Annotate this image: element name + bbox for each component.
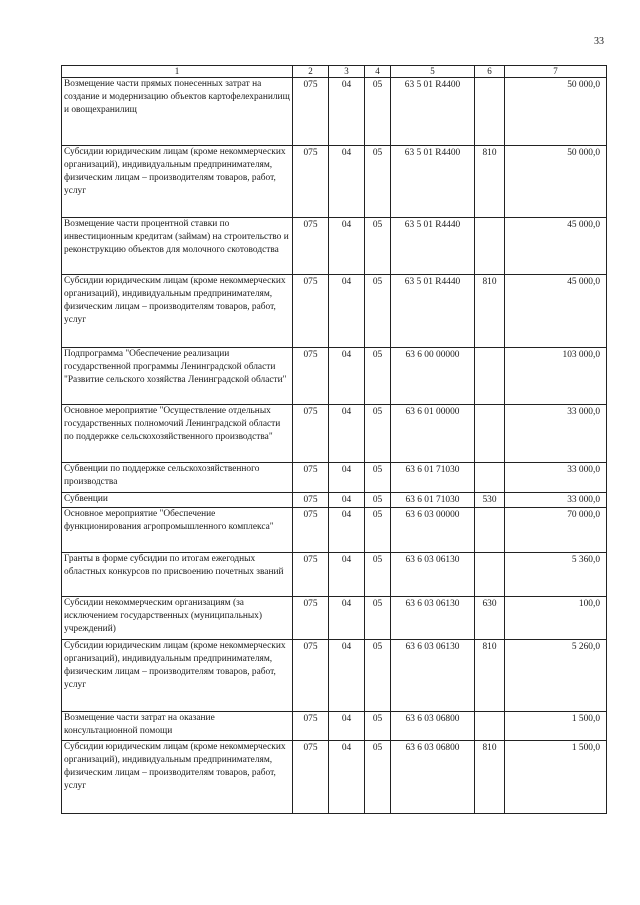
table-row [62, 712, 607, 741]
cell-subsection: 05 [365, 741, 391, 814]
cell-admin-code: 075 [293, 405, 329, 463]
cell-amount: 45 000,0 [505, 218, 607, 275]
cell-section: 04 [329, 640, 365, 712]
page-number: 33 [594, 36, 604, 47]
cell-expense-type [475, 78, 505, 146]
item-name: Субвенции [62, 493, 293, 508]
cell-admin-code: 075 [293, 78, 329, 146]
cell-admin-code: 075 [293, 218, 329, 275]
cell-admin-code: 075 [293, 741, 329, 814]
cell-admin-code: 075 [293, 348, 329, 405]
item-name: Субсидии юридическим лицам (кроме некоммерческих организаций), индивидуальным предпринимателям, физическим лицам – производителям товаров, работ, услуг [62, 640, 293, 712]
item-name: Субсидии юридическим лицам (кроме некоммерческих организаций), индивидуальным предпринимателям, физическим лицам – производителям товаров, работ, услуг [62, 741, 293, 814]
cell-target-code: 63 6 03 06130 [391, 640, 475, 712]
cell-target-code: 63 5 01 R4400 [391, 78, 475, 146]
cell-subsection: 05 [365, 405, 391, 463]
cell-expense-type [475, 405, 505, 463]
column-header: 3 [329, 66, 365, 78]
item-name: Субсидии юридическим лицам (кроме некоммерческих организаций), индивидуальным предпринимателям, физическим лицам – производителям товаров, работ, услуг [62, 275, 293, 348]
table-row [62, 218, 607, 275]
cell-target-code: 63 6 03 06800 [391, 741, 475, 814]
cell-admin-code: 075 [293, 508, 329, 553]
cell-amount: 5 260,0 [505, 640, 607, 712]
cell-admin-code: 075 [293, 463, 329, 493]
table-row [62, 741, 607, 814]
cell-subsection: 05 [365, 348, 391, 405]
cell-target-code: 63 5 01 R4440 [391, 218, 475, 275]
table-row [62, 146, 607, 218]
item-name: Основное мероприятие "Обеспечение функционирования агропромышленного комплекса" [62, 508, 293, 553]
cell-amount: 50 000,0 [505, 78, 607, 146]
cell-target-code: 63 5 01 R4400 [391, 146, 475, 218]
cell-expense-type [475, 348, 505, 405]
table-row [62, 348, 607, 405]
cell-amount: 70 000,0 [505, 508, 607, 553]
column-header: 6 [475, 66, 505, 78]
item-name: Возмещение части процентной ставки по инвестиционным кредитам (займам) на строительство и реконструкцию объектов для молочного скотоводства [62, 218, 293, 275]
table-row [62, 405, 607, 463]
cell-amount: 5 360,0 [505, 553, 607, 597]
cell-subsection: 05 [365, 712, 391, 741]
cell-section: 04 [329, 712, 365, 741]
item-name: Субвенции по поддержке сельскохозяйственного производства [62, 463, 293, 493]
cell-subsection: 05 [365, 597, 391, 640]
table-row [62, 78, 607, 146]
cell-admin-code: 075 [293, 712, 329, 741]
cell-section: 04 [329, 741, 365, 814]
cell-amount: 100,0 [505, 597, 607, 640]
cell-amount: 45 000,0 [505, 275, 607, 348]
cell-section: 04 [329, 78, 365, 146]
item-name: Возмещение части затрат на оказание консультационной помощи [62, 712, 293, 741]
cell-admin-code: 075 [293, 146, 329, 218]
cell-subsection: 05 [365, 640, 391, 712]
cell-target-code: 63 6 01 71030 [391, 493, 475, 508]
column-header: 7 [505, 66, 607, 78]
cell-target-code: 63 5 01 R4440 [391, 275, 475, 348]
cell-subsection: 05 [365, 275, 391, 348]
cell-section: 04 [329, 553, 365, 597]
cell-expense-type: 810 [475, 640, 505, 712]
cell-section: 04 [329, 275, 365, 348]
table-row [62, 553, 607, 597]
item-name: Гранты в форме субсидии по итогам ежегодных областных конкурсов по присвоению почетных званий [62, 553, 293, 597]
cell-amount: 1 500,0 [505, 712, 607, 741]
table-row [62, 275, 607, 348]
cell-section: 04 [329, 218, 365, 275]
table-row [62, 493, 607, 508]
cell-admin-code: 075 [293, 275, 329, 348]
cell-section: 04 [329, 146, 365, 218]
cell-section: 04 [329, 348, 365, 405]
cell-admin-code: 075 [293, 553, 329, 597]
cell-subsection: 05 [365, 553, 391, 597]
cell-expense-type: 810 [475, 741, 505, 814]
table-row [62, 463, 607, 493]
cell-target-code: 63 6 01 00000 [391, 405, 475, 463]
item-name: Подпрограмма "Обеспечение реализации государственной программы Ленинградской области "Развитие сельского хозяйства Ленинградской области" [62, 348, 293, 405]
cell-expense-type [475, 712, 505, 741]
cell-admin-code: 075 [293, 493, 329, 508]
cell-subsection: 05 [365, 218, 391, 275]
cell-section: 04 [329, 508, 365, 553]
cell-subsection: 05 [365, 508, 391, 553]
cell-target-code: 63 6 01 71030 [391, 463, 475, 493]
cell-subsection: 05 [365, 78, 391, 146]
column-header: 1 [62, 66, 293, 78]
cell-expense-type [475, 218, 505, 275]
item-name: Основное мероприятие "Осуществление отдельных государственных полномочий Ленинградской области по поддержке сельскохозяйственного производства" [62, 405, 293, 463]
cell-admin-code: 075 [293, 640, 329, 712]
cell-amount: 50 000,0 [505, 146, 607, 218]
cell-amount: 33 000,0 [505, 405, 607, 463]
cell-target-code: 63 6 00 00000 [391, 348, 475, 405]
cell-expense-type [475, 553, 505, 597]
cell-expense-type: 810 [475, 146, 505, 218]
column-header: 5 [391, 66, 475, 78]
cell-expense-type [475, 463, 505, 493]
cell-expense-type [475, 508, 505, 553]
cell-amount: 1 500,0 [505, 741, 607, 814]
cell-section: 04 [329, 597, 365, 640]
cell-admin-code: 075 [293, 597, 329, 640]
cell-section: 04 [329, 405, 365, 463]
cell-subsection: 05 [365, 463, 391, 493]
cell-section: 04 [329, 493, 365, 508]
cell-subsection: 05 [365, 146, 391, 218]
cell-expense-type: 630 [475, 597, 505, 640]
cell-target-code: 63 6 03 06130 [391, 597, 475, 640]
cell-section: 04 [329, 463, 365, 493]
cell-amount: 33 000,0 [505, 493, 607, 508]
cell-amount: 103 000,0 [505, 348, 607, 405]
table-row [62, 508, 607, 553]
table-row [62, 640, 607, 712]
cell-amount: 33 000,0 [505, 463, 607, 493]
header-row [62, 66, 607, 78]
column-header: 2 [293, 66, 329, 78]
item-name: Субсидии юридическим лицам (кроме некоммерческих организаций), индивидуальным предпринимателям, физическим лицам – производителям товаров, работ, услуг [62, 146, 293, 218]
table-row [62, 597, 607, 640]
item-name: Возмещение части прямых понесенных затрат на создание и модернизацию объектов картофелехранилищ и овощехранилищ [62, 78, 293, 146]
cell-expense-type: 810 [475, 275, 505, 348]
cell-expense-type: 530 [475, 493, 505, 508]
cell-target-code: 63 6 03 00000 [391, 508, 475, 553]
item-name: Субсидии некоммерческим организациям (за исключением государственных (муниципальных) учреждений) [62, 597, 293, 640]
cell-target-code: 63 6 03 06130 [391, 553, 475, 597]
cell-subsection: 05 [365, 493, 391, 508]
column-header: 4 [365, 66, 391, 78]
budget-table [61, 65, 607, 814]
cell-target-code: 63 6 03 06800 [391, 712, 475, 741]
